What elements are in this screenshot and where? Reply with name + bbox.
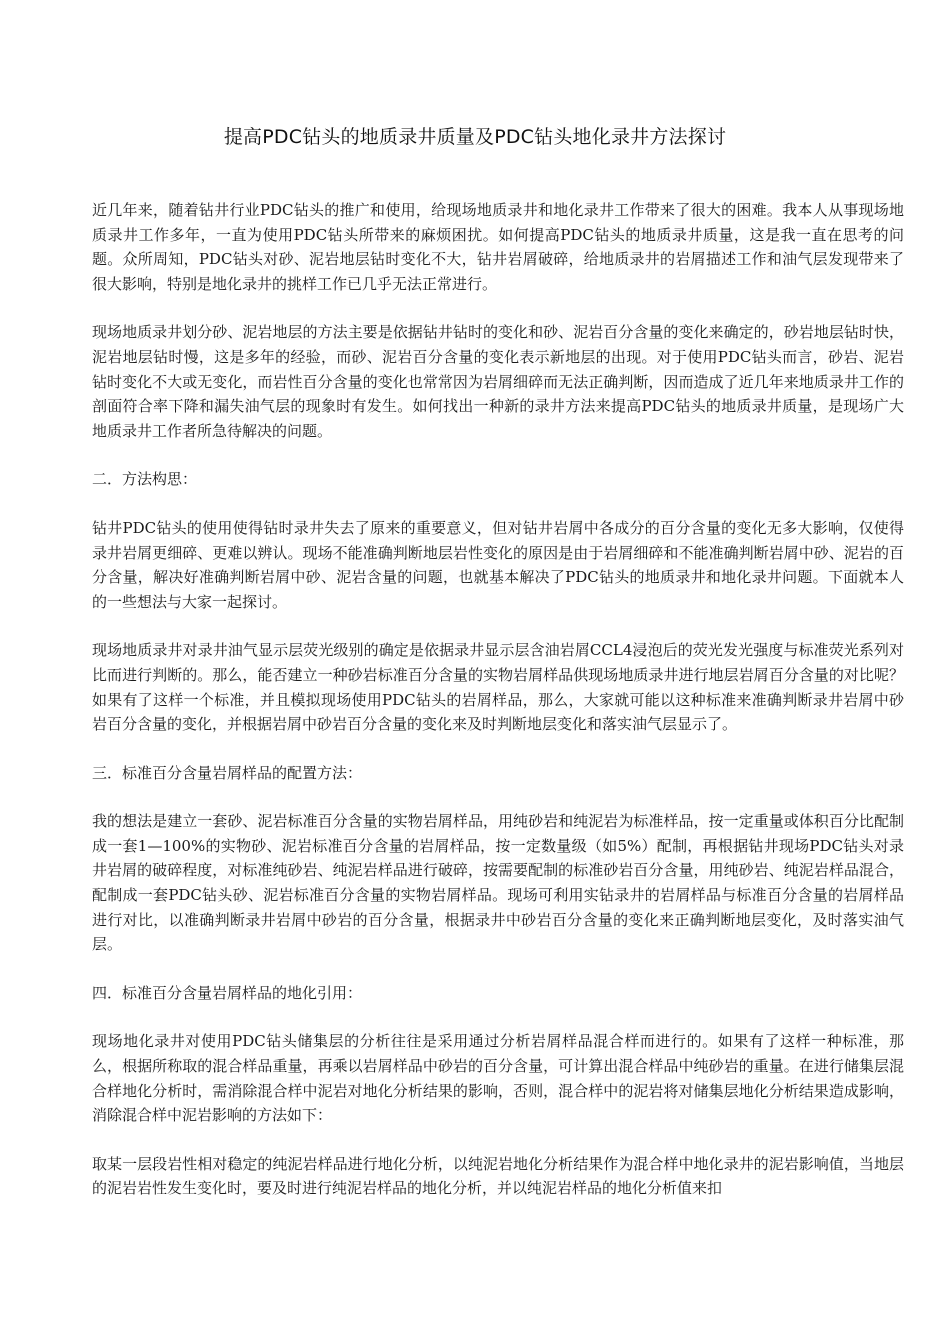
paragraph-geochem-1: 现场地化录井对使用PDC钻头储集层的分析往往是采用通过分析岩屑样品混合样而进行的。如果有了这样一种标准，那么，根据所称取的混合样品重量，再乘以岩屑样品中砂岩的百分含量，可计算出混合样品中纯砂岩的重量。在进行储集层混合样地化分析时，需消除混合样中泥岩对地化分析结果的影响，否则，混合样中的泥岩将对储集层地化分析结果造成影响，消除混合样中泥岩影响的方法如下： bbox=[92, 1032, 904, 1125]
document-body bbox=[92, 198, 904, 1225]
section-heading-method: 二．方法构思： bbox=[92, 470, 198, 489]
section-heading-geochem: 四．标准百分含量岩屑样品的地化引用： bbox=[92, 983, 363, 1002]
paragraph-preparation: 我的想法是建立一套砂、泥岩标准百分含量的实物岩屑样品，用纯砂岩和纯泥岩为标准样品，按一定重量或体积百分比配制成一套1—100%的实物砂、泥岩标准百分含量的岩屑样品，按一定数量级（如5%）配制，再根据钻井现场PDC钻头对录井岩屑的破碎程度，对标准纯砂岩、纯泥岩样品进行破碎，按需要配制的标准砂岩百分含量，用纯砂岩、纯泥岩样品混合，配制成一套PDC钻头砂、泥岩标准百分含量的实物岩屑样品。现场可利用实钻录井的岩屑样品与标准百分含量的岩屑样品进行对比，以准确判断录井岩屑中砂岩的百分含量，根据录井中砂岩百分含量的变化来正确判断地层变化，及时落实油气层。 bbox=[92, 812, 904, 954]
paragraph-intro: 近几年来，随着钻井行业PDC钻头的推广和使用，给现场地质录井和地化录井工作带来了很大的困难。我本人从事现场地质录井工作多年，一直为使用PDC钻头所带来的麻烦困扰。如何提高PDC钻头的地质录井质量，这是我一直在思考的问题。众所周知，PDC钻头对砂、泥岩地层钻时变化不大，钻井岩屑破碎，给地质录井的岩屑描述工作和油气层发现带来了很大影响，特别是地化录井的挑样工作已几乎无法正常进行。 bbox=[92, 201, 904, 293]
section-heading-preparation: 三．标准百分含量岩屑样品的配置方法： bbox=[92, 763, 363, 782]
paragraph-method-1: 钻井PDC钻头的使用使得钻时录井失去了原来的重要意义，但对钻井岩屑中各成分的百分含量的变化无多大影响，仅使得录井岩屑更细碎、更难以辨认。现场不能准确判断地层岩性变化的原因是由于岩屑细碎和不能准确判断岩屑中砂、泥岩的百分含量，解决好准确判断岩屑中砂、泥岩含量的问题，也就基本解决了PDC钻头的地质录井和地化录井问题。下面就本人的一些想法与大家一起探讨。 bbox=[92, 518, 904, 611]
paragraph-method-2: 现场地质录井对录井油气显示层荧光级别的确定是依据录井显示层含油岩屑CCL4浸泡后的荧光发光强度与标准荧光系列对比而进行判断的。那么，能否建立一种砂岩标准百分含量的实物岩屑样品供现场地质录井进行地层岩屑百分含量的对比呢？如果有了这样一个标准，并且模拟现场使用PDC钻头的岩屑样品，那么，大家就可能以这种标准来准确判断录井岩屑中砂岩百分含量的变化，并根据岩屑中砂岩百分含量的变化来及时判断地层变化和落实油气层显示了。 bbox=[92, 641, 904, 734]
document-title: 提高PDC钻头的地质录井质量及PDC钻头地化录井方法探讨 bbox=[223, 126, 727, 148]
paragraph-geochem-2: 取某一层段岩性相对稳定的纯泥岩样品进行地化分析，以纯泥岩地化分析结果作为混合样中地化录井的泥岩影响值，当地层的泥岩岩性发生变化时，要及时进行纯泥岩样品的地化分析，并以纯泥岩样品的地化分析值来扣 bbox=[92, 1154, 904, 1198]
paragraph-problem: 现场地质录井划分砂、泥岩地层的方法主要是依据钻井钻时的变化和砂、泥岩百分含量的变化来确定的，砂岩地层钻时快，泥岩地层钻时慢，这是多年的经验，而砂、泥岩百分含量的变化表示新地层的出现。对于使用PDC钻头而言，砂岩、泥岩钻时变化不大或无变化，而岩性百分含量的变化也常常因为岩屑细碎而无法正确判断，因而造成了近几年来地质录井工作的剖面符合率下降和漏失油气层的现象时有发生。如何找出一种新的录井方法来提高PDC钻头的地质录井质量，是现场广大地质录井工作者所急待解决的问题。 bbox=[92, 323, 904, 440]
